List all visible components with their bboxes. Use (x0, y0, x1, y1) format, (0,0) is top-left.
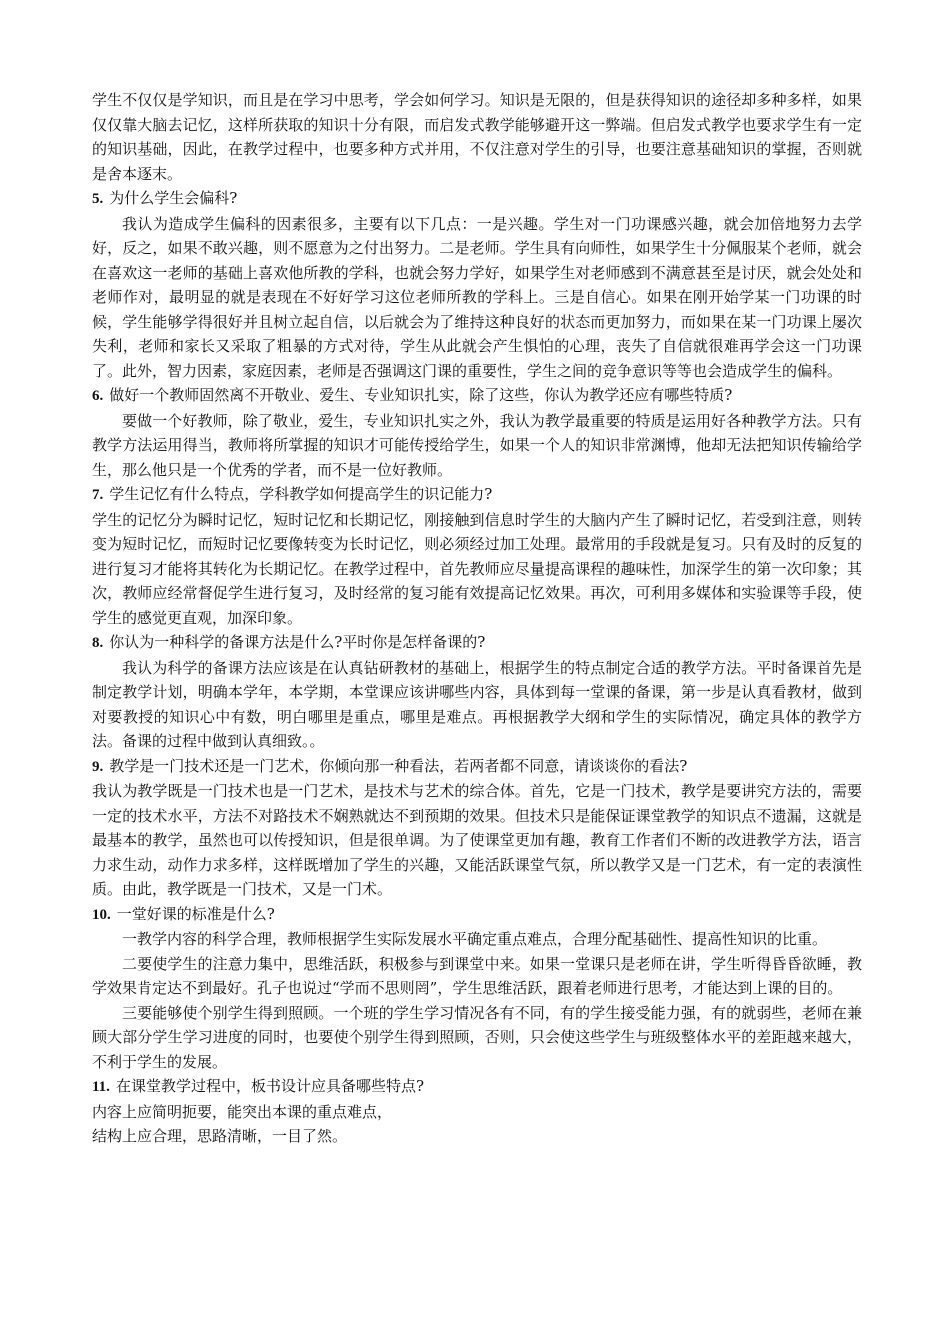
question-number: 6. (92, 388, 104, 404)
question-number: 8. (92, 635, 104, 651)
question-number: 10. (92, 906, 111, 923)
paragraph: 学生的记忆分为瞬时记忆，短时记忆和长期记忆，刚接触到信息时学生的大脑内产生了瞬时记忆，若受到注意，则转变为短时记忆，而短时记忆要像转变为长时记忆，则必须经过加工处理。最常用的手段就是复习。只有及时的反复的进行复习才能将其转化为长期记忆。在教学过程中，首先教师应尽量提高课程的趣味性，加深学生的第一次印象；其次，教师应经常督促学生进行复习，及时经常的复习能有效提高记忆效果。再次，可利用多媒体和实验课等手段，使学生的感觉更直观，加深印象。 (92, 510, 862, 627)
question-text: 做好一个教师固然离不开敬业、爱生、专业知识扎实，除了这些，你认为教学还应有哪些特质? (109, 386, 733, 404)
question-heading (92, 482, 862, 508)
question-heading (92, 1074, 862, 1100)
question-text: 教学是一门技术还是一门艺术，你倾向那一种看法，若两者都不同意，请谈谈你的看法? (109, 756, 688, 775)
paragraph: 三要能够使个别学生得到照顾。一个班的学生学习情况各有不同，有的学生接受能力强，有的就弱些，老师在兼顾大部分学生学习进度的同时，也要使个别学生得到照顾，否则，只会使这些学生与班级整体水平的差距越来越大，不利于学生的发展。 (92, 1003, 862, 1071)
paragraph: 我认为科学的备课方法应该是在认真钻研教材的基础上，根据学生的特点制定合适的教学方法。平时备课首先是制定教学计划，明确本学年，本学期，本堂课应该讲哪些内容，具体到每一堂课的备课，第一步是认真看教材，做到对要教授的知识心中有数，明白哪里是重点，哪里是难点。再根据教学大纲和学生的实际情况，确定具体的教学方法。备课的过程中做到认真细致。。 (92, 658, 862, 750)
question-heading (92, 902, 862, 928)
paragraph: 我认为造成学生偏科的因素很多，主要有以下几点：一是兴趣。学生对一门功课感兴趣，就会加倍地努力去学好，反之，如果不敢兴趣，则不愿意为之付出努力。二是老师。学生具有向师性，如果学生十分佩服某个老师，就会在喜欢这一老师的基础上喜欢他所教的学科，也就会努力学好，如果学生对老师感到不满意甚至是讨厌，就会处处和老师作对，最明显的就是表现在不好好学习这位老师所教的学科上。三是自信心。如果在刚开始学某一门功课的时候，学生能够学得很好并且树立起自信，以后就会为了维持这种良好的状态而更加努力，而如果在某一门功课上屡次失利，老师和家长又采取了粗暴的方式对待，学生从此就会产生惧怕的心理，丧失了自信就很难再学会这一门功课了。此外，智力因素，家庭因素，老师是否强调这门课的重要性，学生之间的竞争意识等等也会造成学生的偏科。 (92, 214, 862, 380)
question-text: 一堂好课的标准是什么? (116, 904, 275, 923)
question-text: 学生记忆有什么特点，学科教学如何提高学生的识记能力? (109, 485, 493, 503)
question-text: 在课堂教学过程中，板书设计应具备哪些特点? (115, 1077, 424, 1095)
question-heading (92, 186, 862, 212)
question-number: 11. (92, 1079, 110, 1095)
question-number: 5. (92, 191, 104, 207)
paragraph: 内容上应简明扼要，能突出本课的重点难点， (92, 1102, 393, 1121)
paragraph: 二要使学生的注意力集中，思维活跃，积极参与到课堂中来。如果一堂课只是老师在讲，学生听得昏昏欲睡，教学效果肯定达不到最好。孔子也说过“学而不思则罔”，学生思维活跃，跟着老师进行思考，才能达到上课的目的。 (92, 954, 862, 997)
question-text: 为什么学生会偏科? (109, 189, 238, 207)
question-heading (92, 630, 862, 656)
document-body (92, 88, 862, 1149)
question-heading (92, 383, 862, 409)
paragraph: 我认为教学既是一门技术也是一门艺术，是技术与艺术的综合体。首先，它是一门技术，教学是要讲究方法的，需要一定的技术水平，方法不对路技术不娴熟就达不到预期的效果。但技术只是能保证课堂教学的知识点不遗漏，这就是最基本的教学，虽然也可以传授知识，但是很单调。为了使课堂更加有趣，教育工作者们不断的改进教学方法，语言力求生动，动作力求多样，这样既增加了学生的兴趣，又能活跃课堂气氛，所以教学又是一门艺术，有一定的表演性质。由此，教学既是一门技术，又是一门术。 (92, 782, 862, 898)
paragraph: 一教学内容的科学合理，教师根据学生实际发展水平确定重点难点，合理分配基础性、提高性知识的比重。 (122, 930, 828, 948)
paragraph: 学生不仅仅是学知识，而且是在学习中思考，学会如何学习。知识是无限的，但是获得知识的途径却多种多样，如果仅仅靠大脑去记忆，这样所获取的知识十分有限，而启发式教学能够避开这一弊端。但启发式教学也要求学生有一定的知识基础，因此，在教学过程中，也要多种方式并用，不仅注意对学生的引导，也要注意基础知识的掌握，否则就是舍本逐末。 (92, 91, 862, 183)
question-number: 9. (92, 758, 104, 775)
paragraph: 要做一个好教师，除了敬业，爱生，专业知识扎实之外，我认为教学最重要的特质是运用好各种教学方法。只有教学方法运用得当，教师将所掌握的知识才可能传授给学生，如果一个人的知识非常渊博，他却无法把知识传输给学生，那么他只是一个优秀的学者，而不是一位好教师。 (92, 411, 862, 479)
question-heading (92, 754, 862, 780)
question-number: 7. (92, 487, 104, 503)
question-text: 你认为一种科学的备课方法是什么?平时你是怎样备课的? (109, 633, 486, 651)
paragraph: 结构上应合理，思路清晰，一目了然。 (92, 1127, 348, 1145)
